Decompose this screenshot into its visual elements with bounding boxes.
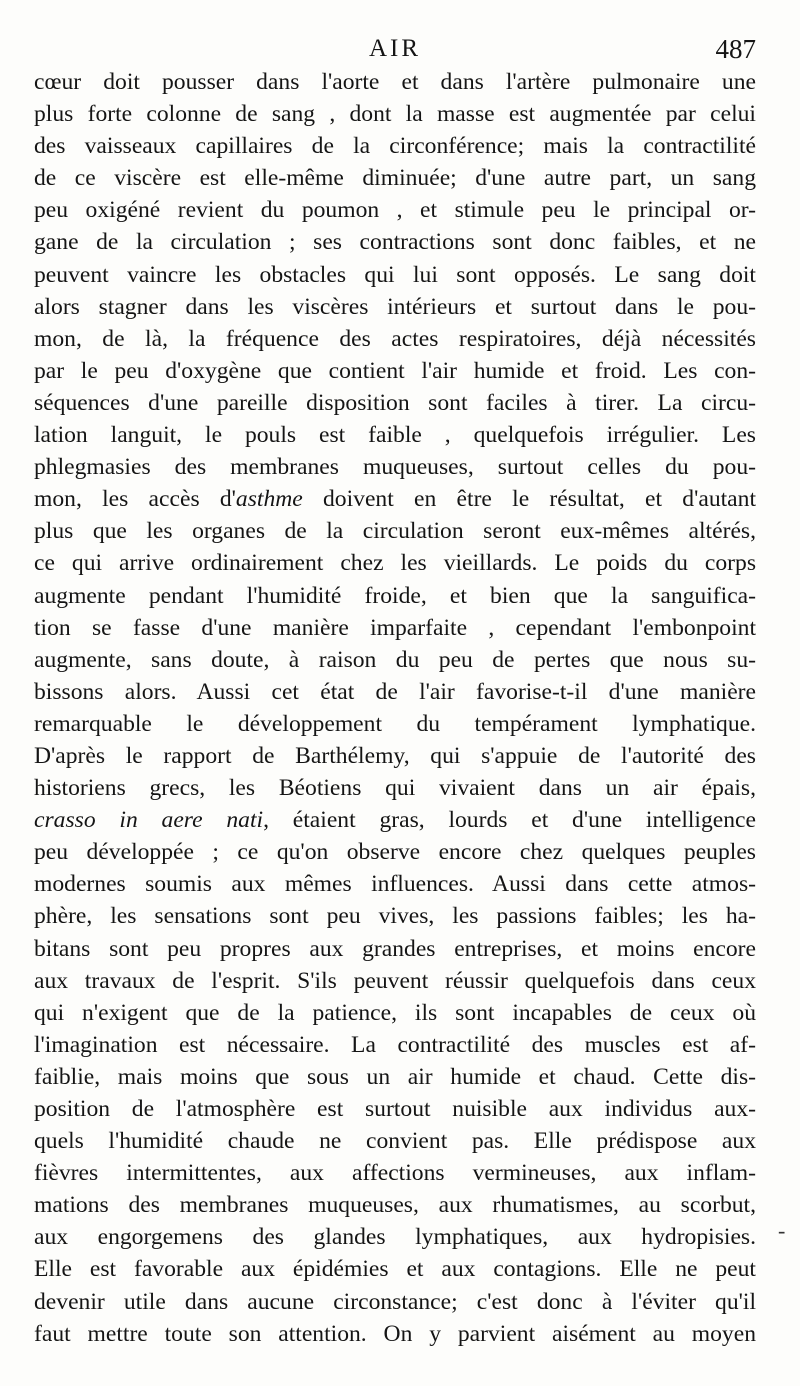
text-line: augmente pendant l'humidité froide, et bien que la sanguifica- [34,582,756,609]
text-line: de ce viscère est elle-même diminuée; d'une autre part, un sang [34,165,756,192]
text-line: par le peu d'oxygène que contient l'air humide et froid. Les con- [34,357,756,384]
text-segment: , étaient gras, lourds et d'une intelligence [263,807,756,834]
text-line: historiens grecs, les Béotiens qui vivaient dans un air épais, [34,775,756,802]
text-line: peu oxigéné revient du poumon , et stimule peu le principal or- [34,197,756,224]
text-line: gane de la circulation ; ses contractions sont donc faibles, et ne [34,229,756,256]
text-line: faiblie, mais moins que sous un air humide et chaud. Cette dis- [34,1063,756,1090]
text-line: devenir utile dans aucune circonstance; c'est donc à l'éviter qu'il [34,1288,756,1315]
running-head-title: AIR [368,35,422,62]
text-line: aux travaux de l'esprit. S'ils peuvent réussir quelquefois dans ceux [34,967,756,994]
text-line: bissons alors. Aussi cet état de l'air favorise-t-il d'une manière [34,678,756,705]
running-head [34,32,756,66]
text-line: Elle est favorable aux épidémies et aux contagions. Elle ne peut [34,1256,756,1283]
text-line: phlegmasies des membranes muqueuses, surtout celles du pou- [34,454,756,481]
text-line: alors stagner dans les viscères intérieurs et surtout dans le pou- [34,293,756,320]
text-line: phère, les sensations sont peu vives, les passions faibles; les ha- [34,903,756,930]
text-line: mations des membranes muqueuses, aux rhumatismes, au scorbut, [34,1192,756,1219]
text-line: tion se fasse d'une manière imparfaite , cependant l'embonpoint [34,614,756,641]
text-line: aux engorgemens des glandes lymphatiques, aux hydropisies. [34,1224,756,1251]
text-line: peuvent vaincre les obstacles qui lui sont opposés. Le sang doit [34,261,756,288]
text-line: peu développée ; ce qu'on observe encore chez quelques peuples [34,839,756,866]
text-line: qui n'exigent que de la patience, ils sont incapables de ceux où [34,999,756,1026]
text-line: modernes soumis aux mêmes influences. Aussi dans cette atmos- [34,871,756,898]
text-line: D'après le rapport de Barthélemy, qui s'appuie de l'autorité des [34,742,756,769]
text-line: fièvres intermittentes, aux affections vermineuses, aux inflam- [34,1160,756,1187]
text-line: faut mettre toute son attention. On y parvient aisément au moyen [34,1320,756,1347]
margin-dash-mark: - [778,1218,786,1243]
text-line: position de l'atmosphère est surtout nuisible aux individus aux- [34,1096,756,1122]
text-line: remarquable le développement du tempérament lymphatique. [34,710,756,737]
text-line: quels l'humidité chaude ne convient pas. Elle prédispose aux [34,1128,756,1155]
text-segment: mon, les accès d' [34,486,236,513]
text-line [34,483,756,515]
text-line: des vaisseaux capillaires de la circonférence; mais la contractilité [34,133,756,160]
text-line: cœur doit pousser dans l'aorte et dans l'artère pulmonaire une [34,69,756,95]
italic-term: crasso in aere nati [34,807,264,834]
text-line: lation languit, le pouls est faible , quelquefois irrégulier. Les [34,422,756,449]
text-line: augmente, sans doute, à raison du peu de pertes que nous su- [34,646,756,673]
text-line: plus forte colonne de sang , dont la masse est augmentée par celui [34,101,756,128]
text-line: plus que les organes de la circulation seront eux-mêmes altérés, [34,518,756,545]
page-number: 487 [715,34,756,64]
text-line: ce qui arrive ordinairement chez les vieillards. Le poids du corps [34,550,756,577]
text-line: bitans sont peu propres aux grandes entreprises, et moins encore [34,935,756,962]
text-segment: doivent en être le résultat, et d'autant [302,486,756,513]
text-line: l'imagination est nécessaire. La contractilité des muscles est af- [34,1031,756,1058]
text-line: séquences d'une pareille disposition sont faciles à tirer. La circu- [34,389,756,416]
italic-term: asthme [235,486,303,513]
text-line: mon, de là, la fréquence des actes respiratoires, déjà nécessités [34,325,756,352]
body-text [34,66,756,1350]
text-line [34,804,756,836]
